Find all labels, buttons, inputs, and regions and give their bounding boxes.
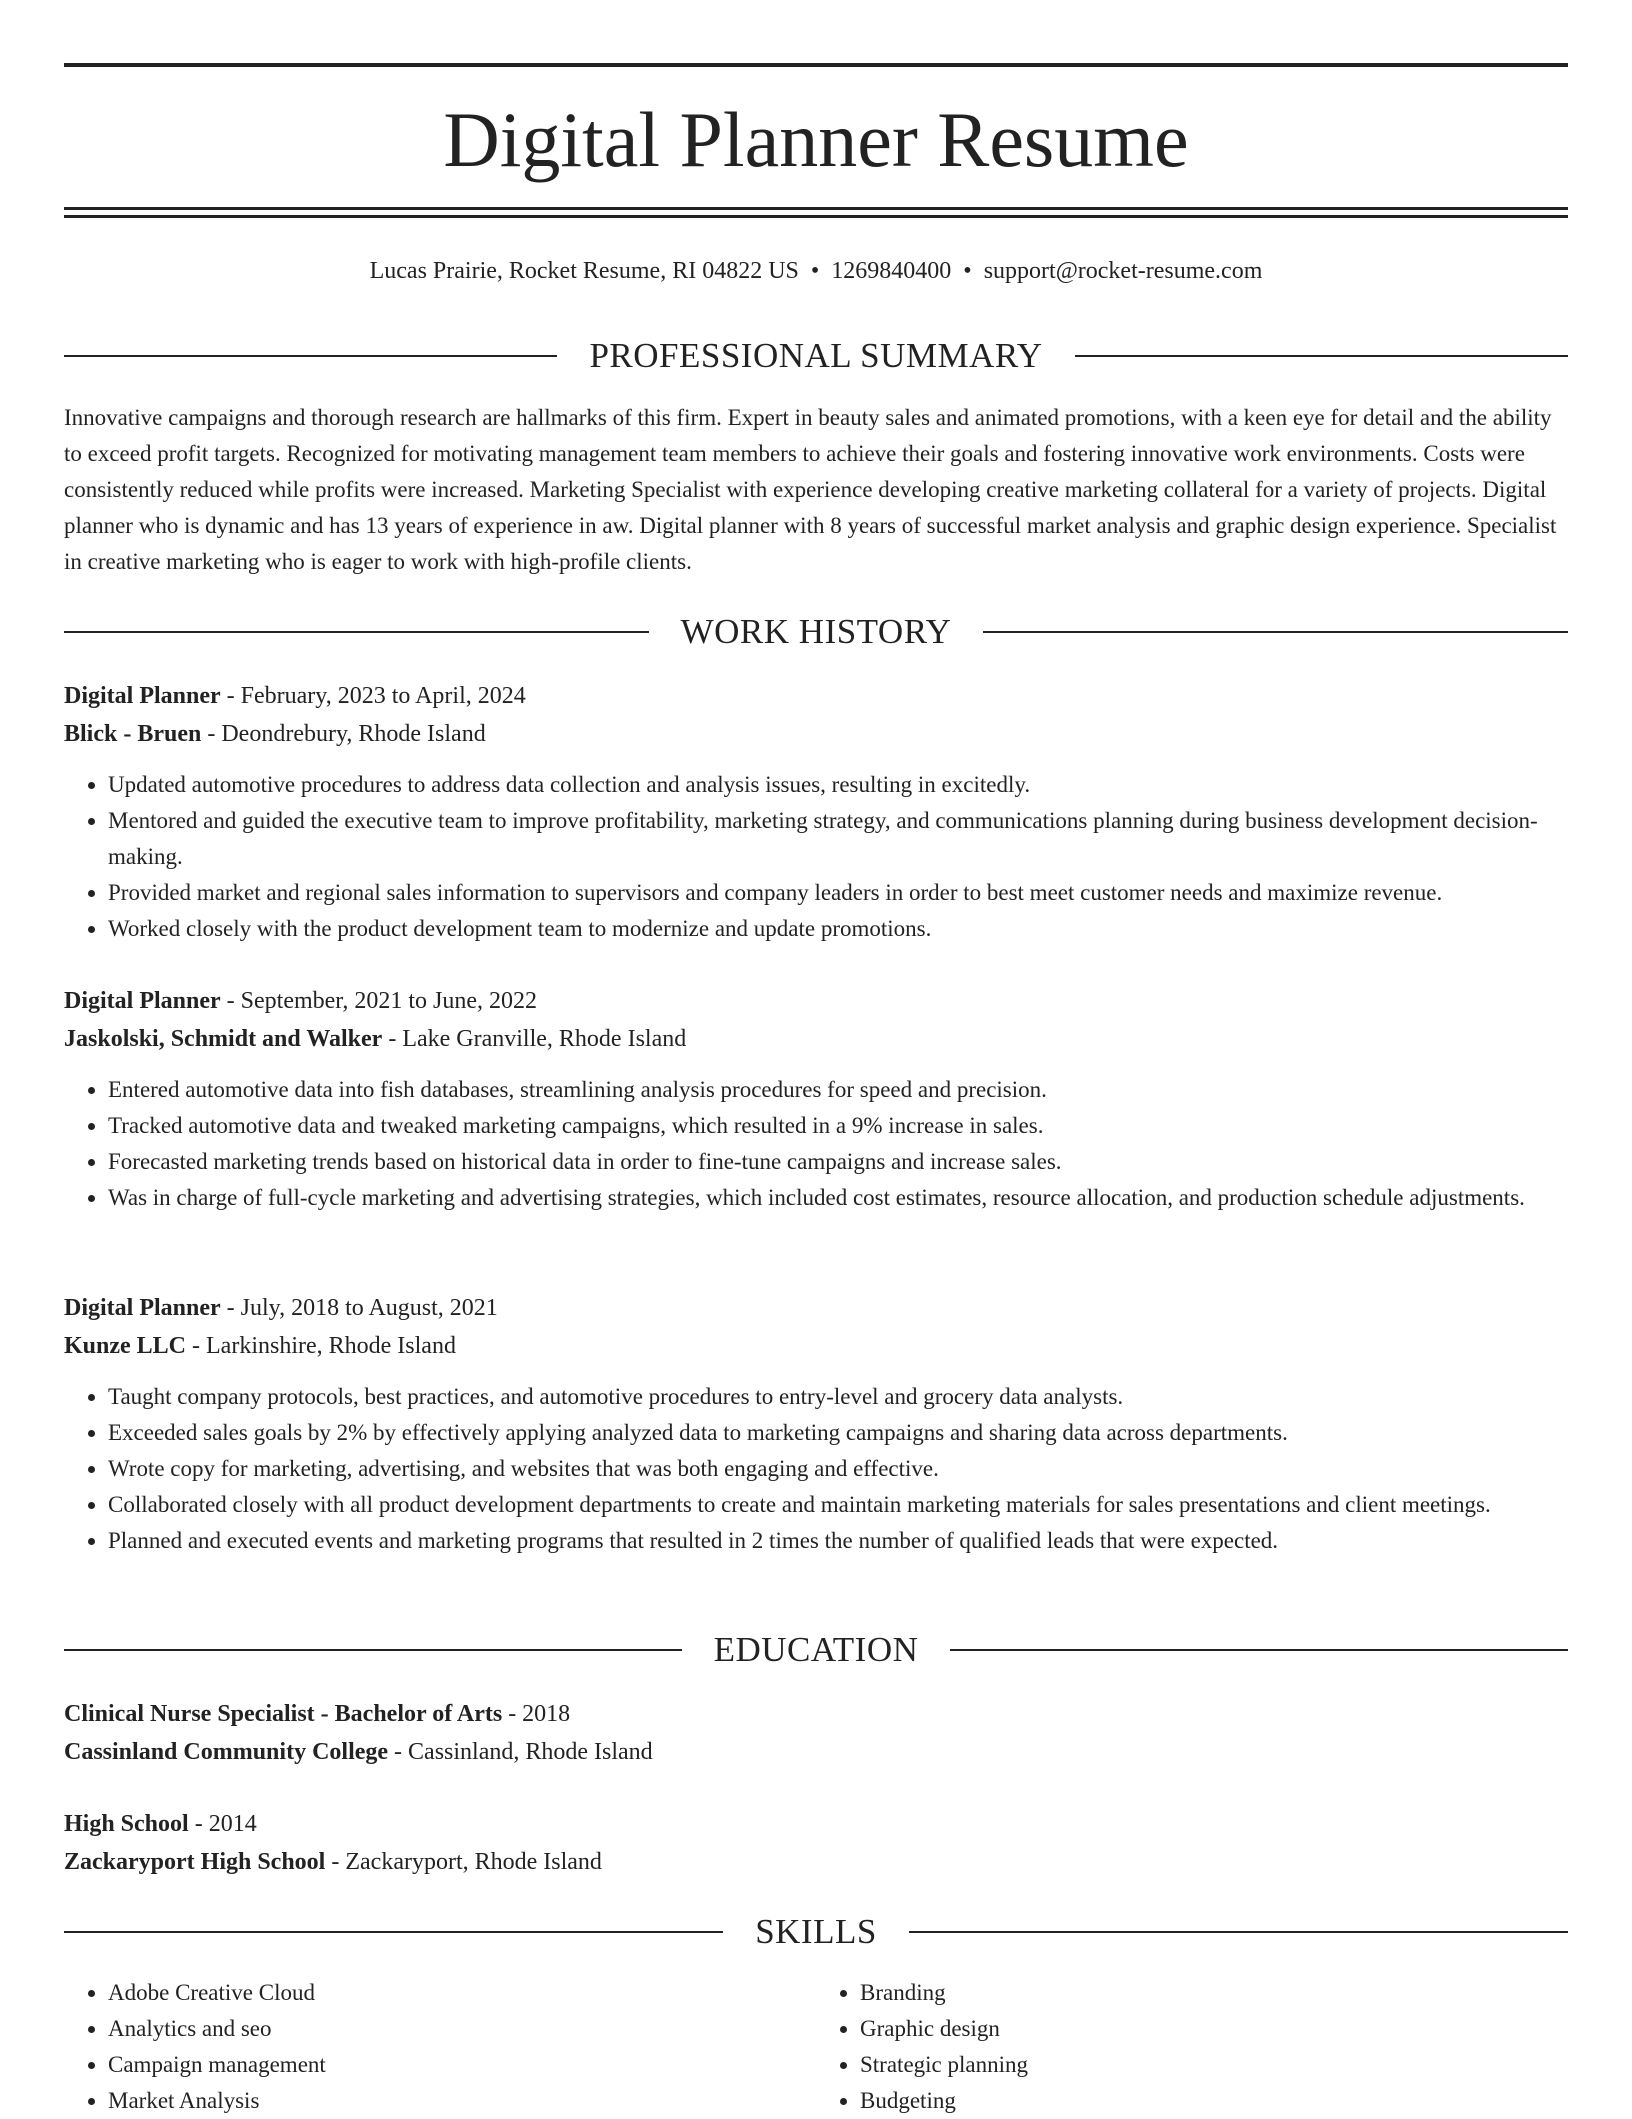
job-location: - Larkinshire, Rhode Island <box>186 1333 456 1359</box>
skill-item: • Budgeting <box>860 2083 1568 2119</box>
heading-rule-right <box>1075 355 1568 357</box>
job-company: Kunze LLC <box>64 1333 187 1359</box>
job-company: Blick - Bruen <box>64 721 202 747</box>
section-heading-label: WORK HISTORY <box>680 612 952 651</box>
job-bullets <box>64 1379 1568 1559</box>
skill-item: • Campaign management <box>108 2047 816 2083</box>
job-bullet: • Forecasted marketing trends based on historical data in order to fine-tune campaigns and increase sales. <box>108 1144 1568 1180</box>
section-heading-skills <box>64 1912 1568 1952</box>
job-bullet: • Provided market and regional sales information to supervisors and company leaders in order to best meet customer needs and maximize revenue. <box>108 875 1568 911</box>
job-bullet: • Collaborated closely with all product development departments to create and maintain marketing materials for sales presentations and client meetings. <box>108 1487 1568 1523</box>
heading-rule-left <box>64 1649 682 1651</box>
job-company-line <box>64 1020 1568 1058</box>
job-bullet: • Tracked automotive data and tweaked marketing campaigns, which resulted in a 9% increase in sales. <box>108 1108 1568 1144</box>
education-location: - Cassinland, Rhode Island <box>388 1739 653 1765</box>
job-location: - Lake Granville, Rhode Island <box>382 1026 687 1052</box>
job-bullet: • Taught company protocols, best practices, and automotive procedures to entry-level and grocery data analysts. <box>108 1379 1568 1415</box>
job-bullets <box>64 767 1568 947</box>
education-school-line <box>64 1843 1568 1881</box>
contact-email: support@rocket-resume.com <box>983 258 1263 284</box>
heading-rule-left <box>64 1931 723 1933</box>
job-company: Jaskolski, Schmidt and Walker <box>64 1026 383 1052</box>
education-school: Zackaryport High School <box>64 1849 326 1875</box>
skill-item: • Strategic planning <box>860 2047 1568 2083</box>
job-company-line <box>64 715 1568 753</box>
skills-list-left <box>64 1975 816 2119</box>
title-double-rule <box>64 207 1568 218</box>
job-dates: - July, 2018 to August, 2021 <box>220 1295 498 1321</box>
contact-separator: • <box>963 258 972 284</box>
heading-rule-left <box>64 355 557 357</box>
skill-item: • Adobe Creative Cloud <box>108 1975 816 2011</box>
heading-rule-right <box>950 1649 1568 1651</box>
section-heading-summary <box>64 336 1568 376</box>
education-year: - 2014 <box>188 1811 257 1837</box>
job-company-line <box>64 1327 1568 1365</box>
resume-title: Digital Planner Resume <box>443 96 1189 183</box>
job-title-line <box>64 677 1568 715</box>
job-bullet: • Wrote copy for marketing, advertising, and websites that was both engaging and effective. <box>108 1451 1568 1487</box>
job-entry <box>64 982 1568 1216</box>
job-bullet: • Updated automotive procedures to address data collection and analysis issues, resulting in excitedly. <box>108 767 1568 803</box>
heading-rule-right <box>983 631 1568 633</box>
job-bullet: • Worked closely with the product development team to modernize and update promotions. <box>108 911 1568 947</box>
section-heading-work-history <box>64 612 1568 652</box>
job-bullet: • Mentored and guided the executive team to improve profitability, marketing strategy, and communications planning during business development decision-making. <box>108 803 1568 875</box>
skill-item: • Branding <box>860 1975 1568 2011</box>
job-title: Digital Planner <box>64 683 221 709</box>
job-title: Digital Planner <box>64 988 221 1014</box>
job-bullets <box>64 1072 1568 1216</box>
education-year: - 2018 <box>502 1701 571 1727</box>
education-degree: Clinical Nurse Specialist - Bachelor of Arts <box>64 1701 503 1727</box>
education-degree-line <box>64 1805 1568 1843</box>
heading-rule-right <box>909 1931 1568 1933</box>
job-title-line <box>64 1289 1568 1327</box>
job-dates: - September, 2021 to June, 2022 <box>220 988 537 1014</box>
job-entry <box>64 1289 1568 1559</box>
job-dates: - February, 2023 to April, 2024 <box>220 683 526 709</box>
contact-phone: 1269840400 <box>831 258 952 284</box>
professional-summary-text: Innovative campaigns and thorough research are hallmarks of this firm. Expert in beauty sales and animated promotions, with a keen eye for detail and the ability to exceed profit targets. Recognized for motivating management team members to achieve their goals and fostering innovative work environments. Costs were consistently reduced while profits were increased. Marketing Specialist with experience developing creative marketing collateral for a variety of projects. Digital planner who is dynamic and has 13 years of experience in aw. Digital planner with 8 years of successful market analysis and graphic design experience. Specialist in creative marketing who is eager to work with high-profile clients. <box>64 405 1557 574</box>
section-heading-label: PROFESSIONAL SUMMARY <box>589 336 1043 375</box>
section-heading-label: EDUCATION <box>713 1630 919 1669</box>
skills-columns <box>64 1975 1568 2119</box>
education-school-line <box>64 1733 1568 1771</box>
education-school: Cassinland Community College <box>64 1739 389 1765</box>
job-location: - Deondrebury, Rhode Island <box>201 721 486 747</box>
job-bullet: • Exceeded sales goals by 2% by effectively applying analyzed data to marketing campaigns and sharing data across departments. <box>108 1415 1568 1451</box>
section-heading-label: SKILLS <box>755 1912 877 1951</box>
job-title: Digital Planner <box>64 1295 221 1321</box>
education-degree-line <box>64 1695 1568 1733</box>
contact-line <box>64 256 1568 286</box>
skill-item: • Analytics and seo <box>108 2011 816 2047</box>
education-degree: High School <box>64 1811 189 1837</box>
education-entry <box>64 1805 1568 1881</box>
contact-separator: • <box>810 258 820 284</box>
job-bullet: • Entered automotive data into fish databases, streamlining analysis procedures for speed and precision. <box>108 1072 1568 1108</box>
skills-list-right <box>816 1975 1568 2119</box>
job-entry <box>64 677 1568 947</box>
top-rule <box>64 63 1568 67</box>
education-entry <box>64 1695 1568 1771</box>
education-location: - Zackaryport, Rhode Island <box>325 1849 602 1875</box>
job-bullet: • Was in charge of full-cycle marketing and advertising strategies, which included cost estimates, resource allocation, and production schedule adjustments. <box>108 1180 1568 1216</box>
job-bullet: • Planned and executed events and marketing programs that resulted in 2 times the number of qualified leads that were expected. <box>108 1523 1568 1559</box>
section-heading-education <box>64 1630 1568 1670</box>
heading-rule-left <box>64 631 649 633</box>
skill-item: • Graphic design <box>860 2011 1568 2047</box>
job-title-line <box>64 982 1568 1020</box>
contact-address: Lucas Prairie, Rocket Resume, RI 04822 US <box>369 258 799 284</box>
skill-item: • Market Analysis <box>108 2083 816 2119</box>
